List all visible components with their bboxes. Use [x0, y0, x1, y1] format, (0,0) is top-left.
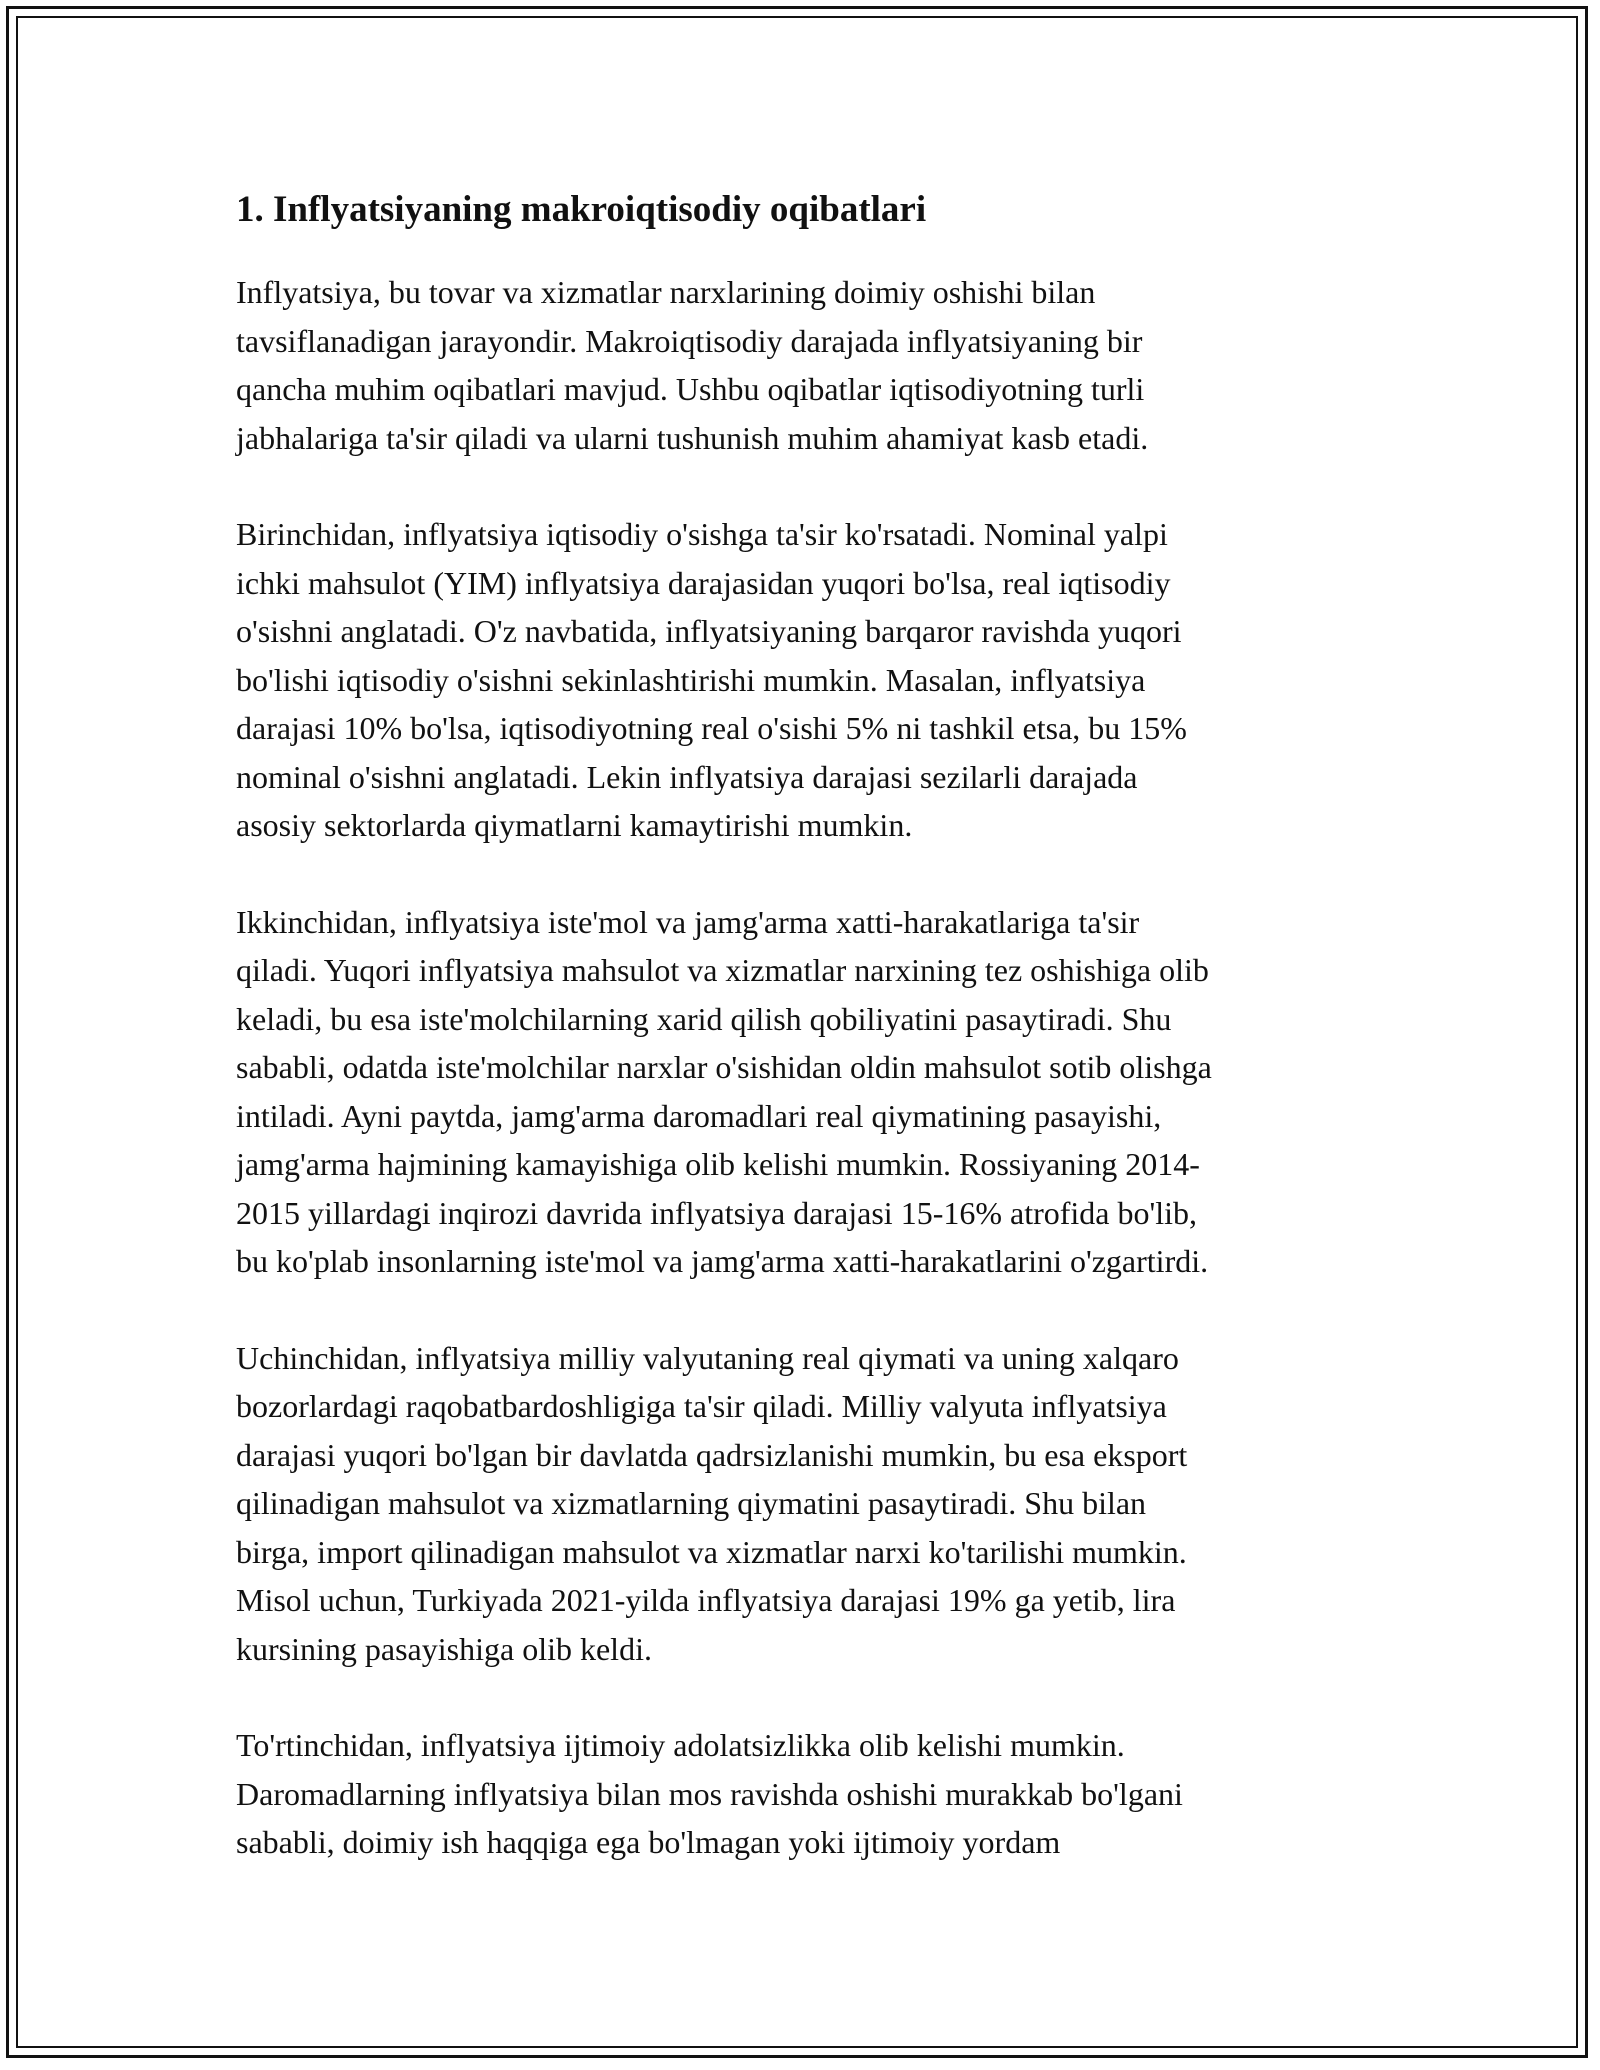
text-line: intiladi. Ayni paytda, jamg'arma daromadlari real qiymatining pasayishi, [236, 1097, 1162, 1134]
text-line: jabhalariga ta'sir qiladi va ularni tushunish muhim ahamiyat kasb etadi. [236, 419, 1149, 456]
text-line: qilinadigan mahsulot va xizmatlarning qiymatini pasaytiradi. Shu bilan [236, 1485, 1147, 1521]
text-line: Daromadlarning inflyatsiya bilan mos ravishda oshishi murakkab bo'lgani [236, 1775, 1183, 1812]
text-line: darajasi 10% bo'lsa, iqtisodiyotning real o'sishi 5% ni tashkil etsa, bu 15% [236, 710, 1187, 746]
text-line: sababli, odatda iste'molchilar narxlar o'sishidan oldin mahsulot sotib olishga [236, 1049, 1212, 1085]
section-title: 1. Inflyatsiyaning makroiqtisodiy oqibatlari [236, 189, 927, 230]
text-line: jamg'arma hajmining kamayishiga olib kelishi mumkin. Rossiyaning 2014- [236, 1146, 1200, 1182]
text-line: 2015 yillardagi inqirozi davrida inflyatsiya darajasi 15-16% atrofida bo'lib, [236, 1194, 1198, 1231]
text-line: To'rtinchidan, inflyatsiya ijtimoiy adolatsizlikka olib kelishi mumkin. [236, 1727, 1125, 1763]
paragraph-third-point [236, 1334, 1366, 1674]
text-line: nominal o'sishni anglatadi. Lekin inflyatsiya darajasi sezilarli darajada [236, 758, 1138, 795]
text-line: qancha muhim oqibatlari mavjud. Ushbu oqibatlar iqtisodiyotning turli [236, 371, 1145, 407]
text-line: Birinchidan, inflyatsiya iqtisodiy o'sishga ta'sir ko'rsatadi. Nominal yalpi [236, 516, 1168, 552]
document-body [236, 188, 1366, 1915]
text-line: bozorlardagi raqobatbardoshligiga ta'sir qiladi. Milliy valyuta inflyatsiya [236, 1388, 1167, 1424]
text-line: o'sishni anglatadi. O'z navbatida, inflyatsiyaning barqaror ravishda yuqori [236, 613, 1182, 649]
text-line: Ikkinchidan, inflyatsiya iste'mol va jamg'arma xatti-harakatlariga ta'sir [236, 903, 1140, 940]
text-line: qiladi. Yuqori inflyatsiya mahsulot va xizmatlar narxining tez oshishiga olib [236, 952, 1209, 988]
paragraph-fourth-point [236, 1721, 1366, 1867]
paragraph-first-point [236, 510, 1366, 850]
text-line: kursining pasayishiga olib keldi. [236, 1630, 652, 1667]
text-line: darajasi yuqori bo'lgan bir davlatda qadrsizlanishi mumkin, bu esa eksport [236, 1436, 1188, 1473]
text-line: Misol uchun, Turkiyada 2021-yilda inflyatsiya darajasi 19% ga yetib, lira [236, 1582, 1176, 1618]
text-line: asosiy sektorlarda qiymatlarni kamaytirishi mumkin. [236, 807, 913, 843]
text-line: tavsiflanadigan jarayondir. Makroiqtisodiy darajada inflyatsiyaning bir [236, 322, 1143, 359]
text-line: ichki mahsulot (YIM) inflyatsiya darajasidan yuqori bo'lsa, real iqtisodiy [236, 564, 1171, 601]
text-line: keladi, bu esa iste'molchilarning xarid qilish qobiliyatini pasaytiradi. Shu [236, 1000, 1172, 1037]
text-line: Inflyatsiya, bu tovar va xizmatlar narxlarining doimiy oshishi bilan [236, 274, 1096, 310]
text-line: birga, import qilinadigan mahsulot va xizmatlar narxi ko'tarilishi mumkin. [236, 1533, 1187, 1570]
paragraph-introduction [236, 268, 1366, 462]
text-line: bo'lishi iqtisodiy o'sishni sekinlashtirishi mumkin. Masalan, inflyatsiya [236, 661, 1146, 698]
text-line: bu ko'plab insonlarning iste'mol va jamg'arma xatti-harakatlarini o'zgartirdi. [236, 1243, 1209, 1279]
text-line: Uchinchidan, inflyatsiya milliy valyutaning real qiymati va uning xalqaro [236, 1339, 1179, 1376]
paragraph-second-point [236, 898, 1366, 1286]
text-line: sababli, doimiy ish haqqiga ega bo'lmagan yoki ijtimoiy yordam [236, 1824, 1061, 1860]
